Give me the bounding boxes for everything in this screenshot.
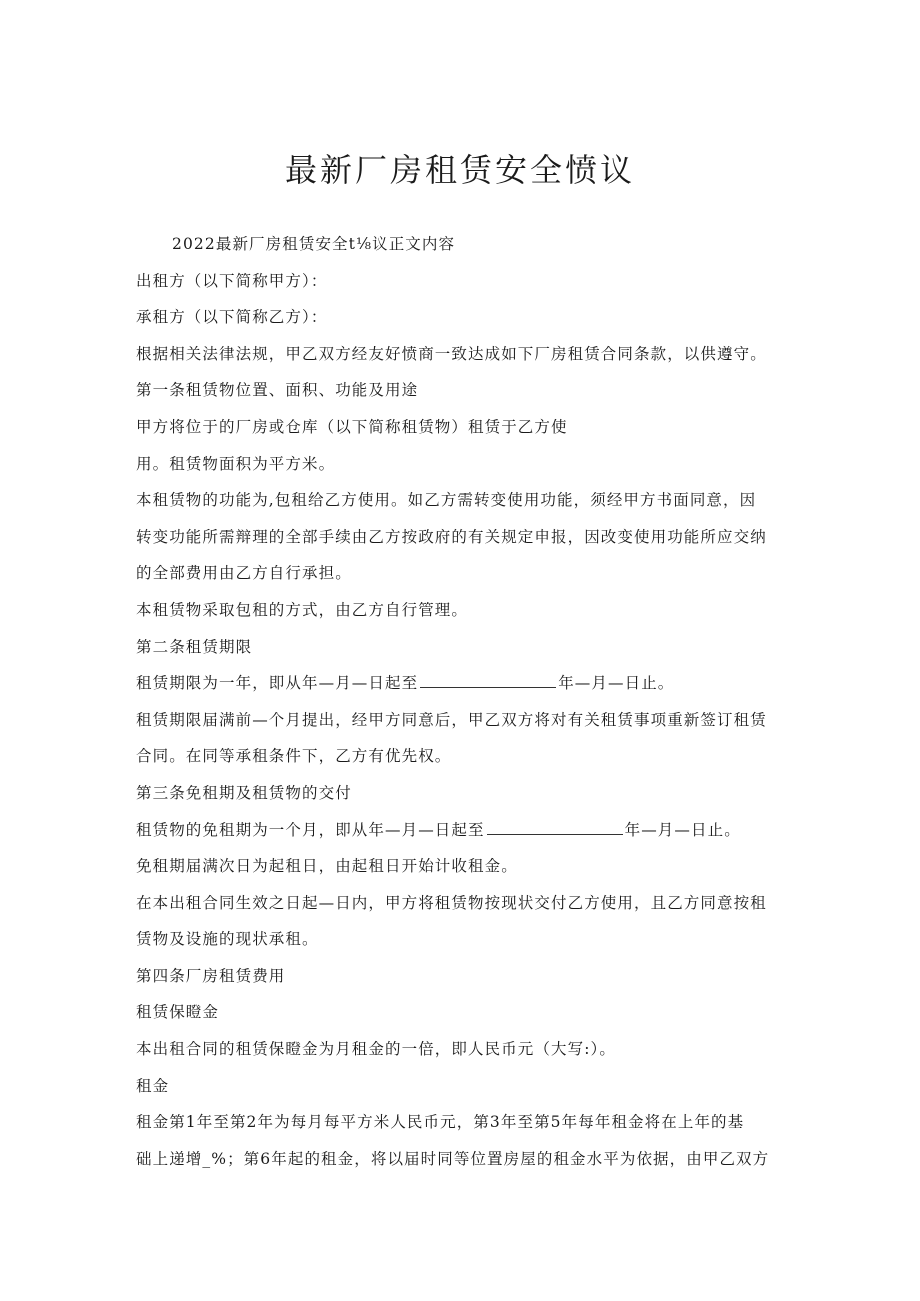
paragraph: 合同。在同等承租条件下，乙方有优先权。: [136, 747, 452, 766]
paragraph: 本租赁物采取包租的方式，由乙方自行管理。: [136, 600, 469, 619]
lease-term-line: [136, 665, 786, 702]
intro-line: 2022最新厂房租赁安全t⅛议正文内容: [172, 235, 456, 253]
paragraph: 本出租合同的租赁保瞪金为月租金的一倍，即人民币元（大写:）。: [136, 1040, 616, 1059]
paragraph: 赁物及设施的现状承租。: [136, 930, 319, 949]
free-term-suffix: 年—月—日止。: [624, 820, 741, 839]
paragraph: 免租期届满次日为起租日，由起租日开始计收租金。: [136, 857, 518, 876]
paragraph: 在本出租合同生效之日起—日内，甲方将租赁物按现状交付乙方使用，且乙方同意按租: [136, 893, 767, 912]
paragraph: 转变功能所需辩理的全部手续由乙方按政府的有关规定申报，因改变使用功能所应交纳: [136, 527, 767, 546]
blank-field: [420, 673, 556, 688]
paragraph: 甲方将位于的厂房或仓库（以下简称租赁物）租赁于乙方使: [136, 417, 568, 436]
paragraph: 租金第1年至第2年为每月每平方米人民币元，第3年至第5年每年租金将在上年的基: [136, 1113, 745, 1132]
paragraph: 根据相关法律法规，甲乙双方经友好愤商一致达成如下厂房租赁合同条款，以供遵守。: [136, 344, 767, 363]
lease-term-prefix: 租赁期限为一年，即从年—月—日起至: [136, 674, 419, 693]
document-title: 最新厂房租赁安全愤议: [284, 151, 635, 189]
paragraph: 用。租赁物面积为平方米。: [136, 454, 336, 473]
paragraph: 的全部费用由乙方自行承担。: [136, 564, 352, 583]
subheading: 租金: [136, 1076, 170, 1095]
section-heading: 第三条免租期及租赁物的交付: [136, 783, 352, 802]
free-term-prefix: 租赁物的免租期为一个月，即从年—月—日起至: [136, 820, 485, 839]
paragraph: 出租方（以下简称甲方）：: [136, 271, 328, 290]
section-heading: 第四条厂房租赁费用: [136, 966, 286, 985]
lease-term-suffix: 年—月—日止。: [558, 674, 675, 693]
paragraph: 本租赁物的功能为,包租给乙方使用。如乙方需转变使用功能，须经甲方书面同意，因: [136, 491, 757, 510]
subheading: 租赁保瞪金: [136, 1003, 220, 1022]
blank-field: [487, 820, 623, 835]
section-heading: 第二条租赁期限: [136, 637, 253, 656]
paragraph: 承租方（以下简称乙方）：: [136, 308, 328, 327]
paragraph: 租赁期限届满前—个月提出，经甲方同意后，甲乙双方将对有关租赁事项重新签订租赁: [136, 710, 767, 729]
document-body: [136, 226, 786, 1177]
free-term-line: [136, 812, 786, 849]
section-heading: 第一条租赁物位置、面积、功能及用途: [136, 381, 419, 400]
paragraph: 础上递增_%；第6年起的租金，将以届时同等位置房屋的租金水平为依据，由甲乙双方: [136, 1149, 770, 1168]
